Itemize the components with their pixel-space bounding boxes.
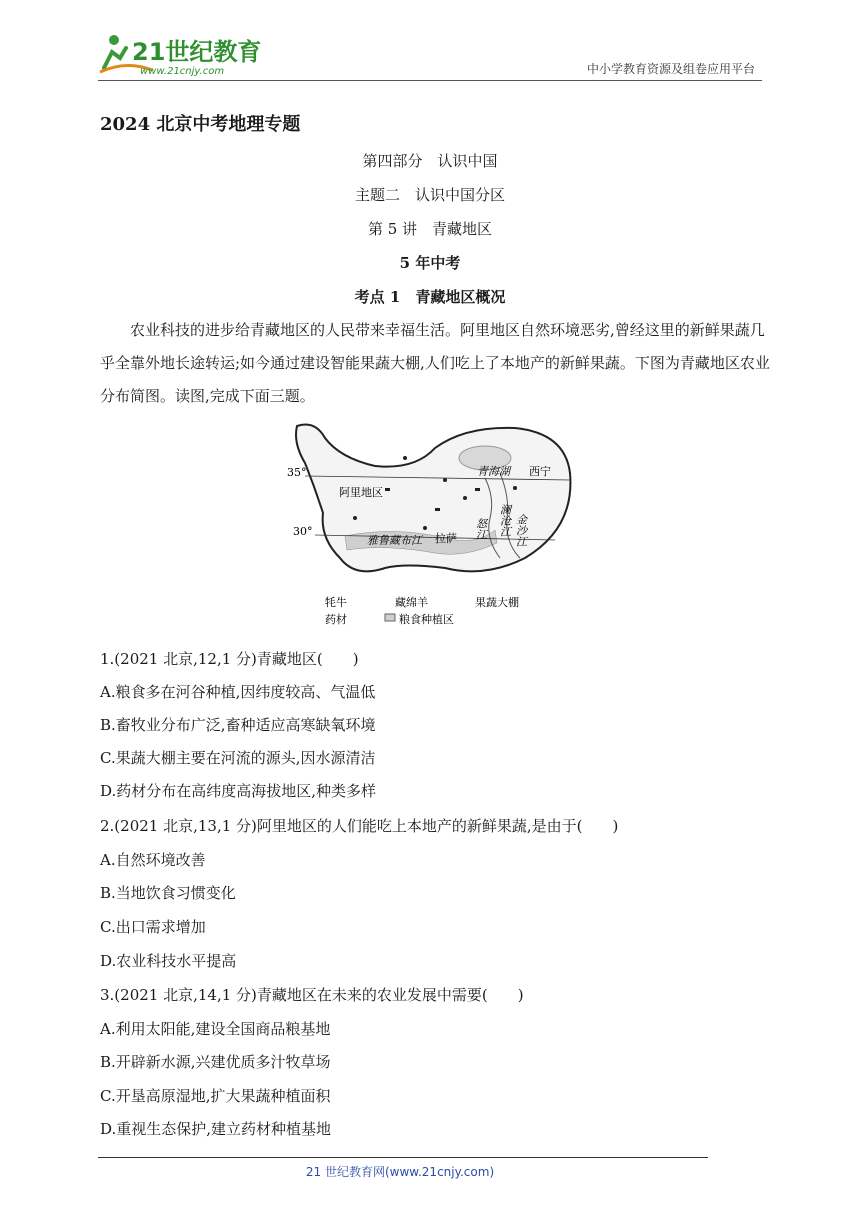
- q1-stem: 1.(2021 北京,12,1 分)青藏地区( ): [100, 650, 359, 668]
- legend-grain: 粮食种植区: [399, 613, 454, 626]
- header-slogan: 中小学教育资源及组卷应用平台: [586, 62, 755, 76]
- qinghai-tibet-map: [285, 418, 585, 633]
- intro-paragraph: 农业科技的进步给青藏地区的人民带来幸福生活。阿里地区自然环境恶劣,曾经这里的新鲜果蔬几乎全靠外地长途转运;如今通过建设智能果蔬大棚,人们吃上了本地产的新鲜果蔬。下图为青藏地区农业分布简图。读图,完成下面三题。: [100, 321, 770, 405]
- q3-option-a: A.利用太阳能,建设全国商品粮基地: [100, 1020, 331, 1038]
- q2-option-a: A.自然环境改善: [100, 851, 206, 869]
- q2-stem: 2.(2021 北京,13,1 分)阿里地区的人们能吃上本地产的新鲜果蔬,是由于( ): [100, 817, 619, 835]
- nujiang-label: 怒江: [474, 518, 488, 540]
- xining-label: 西宁: [529, 465, 551, 478]
- q2-option-b: B.当地饮食习惯变化: [100, 884, 236, 902]
- part-heading: 第四部分 认识中国: [362, 152, 498, 170]
- theme-heading: 主题二 认识中国分区: [354, 186, 505, 204]
- jinsha-label: 金沙江: [514, 514, 528, 547]
- logo-main-text: 21世纪教育: [132, 38, 262, 66]
- q1-option-b: B.畜牧业分布广泛,畜种适应高寒缺氧环境: [100, 716, 376, 734]
- lhasa-label: 拉萨: [435, 532, 457, 545]
- q2-option-c: C.出口需求增加: [100, 918, 206, 936]
- legend-sheep: 藏绵羊: [395, 596, 428, 609]
- q1-option-a: A.粮食多在河谷种植,因纬度较高、气温低: [100, 683, 376, 701]
- legend-yak: 牦牛: [325, 596, 347, 609]
- document-title: 2024 北京中考地理专题: [100, 114, 301, 135]
- footer-link[interactable]: 21 世纪教育网(www.21cnjy.com): [305, 1165, 495, 1179]
- legend-herbs: 药材: [325, 613, 347, 626]
- logo-url-text: www.21cnjy.com: [140, 66, 225, 77]
- topic-heading: 考点 1 青藏地区概况: [354, 288, 506, 306]
- header-divider: [98, 80, 762, 81]
- lecture-heading: 第 5 讲 青藏地区: [367, 220, 493, 238]
- footer-divider: [98, 1157, 708, 1158]
- q1-option-c: C.果蔬大棚主要在河流的源头,因水源清洁: [100, 749, 376, 767]
- q3-stem: 3.(2021 北京,14,1 分)青藏地区在未来的农业发展中需要( ): [100, 986, 524, 1004]
- q2-option-d: D.农业科技水平提高: [100, 952, 237, 970]
- yarlung-label: 雅鲁藏布江: [367, 534, 422, 547]
- q1-option-d: D.药材分布在高纬度高海拔地区,种类多样: [100, 782, 377, 800]
- qinghai-lake-label: 青海湖: [477, 465, 510, 478]
- q3-option-b: B.开辟新水源,兴建优质多汁牧草场: [100, 1053, 331, 1071]
- q3-option-d: D.重视生态保护,建立药材种植基地: [100, 1120, 332, 1138]
- site-logo: [96, 30, 276, 78]
- ali-label: 阿里地区: [339, 486, 383, 499]
- lat-30-label: 30°: [293, 525, 313, 538]
- lat-35-label: 35°: [287, 466, 307, 479]
- legend-grain-swatch: [385, 614, 395, 621]
- legend-greenhouse: 果蔬大棚: [475, 596, 519, 609]
- lancang-label: 澜沧江: [498, 504, 512, 537]
- section-heading: 5 年中考: [399, 254, 461, 272]
- q3-option-c: C.开垦高原湿地,扩大果蔬种植面积: [100, 1087, 331, 1105]
